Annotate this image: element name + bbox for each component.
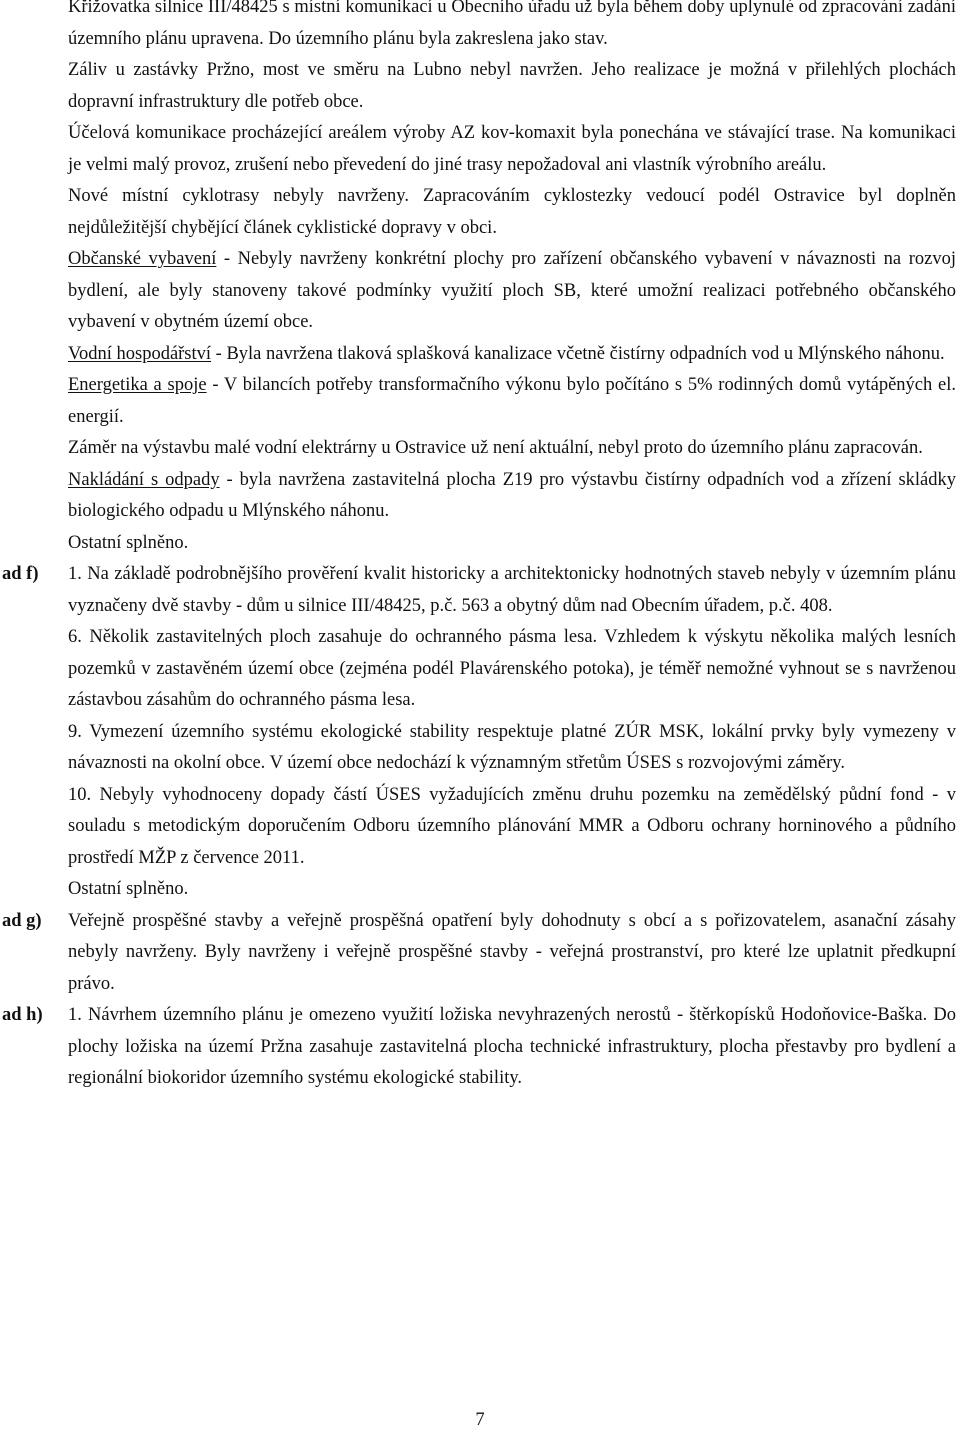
section-label-ad-f: ad f) [2,564,39,584]
text-civic-amenities: - Nebyly navrženy konkrétní plochy pro zařízení občanského vybavení v návaznosti na rozvoj bydlení, ale byly stanoveny takové podmínky využití ploch SB, které umožní realizaci potřebného občanského vybavení v obytném území obce. [68,249,956,332]
paragraph-intersection: Křižovatka silnice III/48425 s místní komunikací u Obecního úřadu už byla během doby uplynulé od zpracování zadání územního plánu upravena. Do územního plánu byla zakreslena jako stav. [68,0,956,49]
heading-water-management: Vodní hospodářství [68,343,212,364]
section-ad-h [0,1000,960,1095]
page-number: 7 [475,1410,485,1430]
paragraph-ad-f-6: 6. Několik zastavitelných ploch zasahuje do ochranného pásma lesa. Vzhledem k výskytu několika malých lesních pozemků v zastavěném území obce (zejména podél Plavárenského potoka), je téměř nemožné vyhnout se s navrženou zástavbou zásahům do ochranného pásma lesa. [68,627,956,710]
text-energy: - V bilancích potřeby transformačního výkonu bylo počítáno s 5% rodinných domů vytápěných el. energií. [68,375,956,427]
paragraph-civic-amenities [68,244,956,339]
paragraph-access-road: Účelová komunikace procházející areálem výroby AZ kov-komaxit byla ponechána ve stávající trase. Na komunikaci je velmi malý provoz, zrušení nebo převedení do jiné trasy nepožadoval ani vlastník výrobního areálu. [68,123,956,175]
text-water-management: - Byla navržena tlaková splašková kanalizace včetně čistírny odpadních vod u Mlýnského náhonu. [211,343,945,364]
paragraph-water-management [68,339,956,371]
paragraph-ad-h-1: 1. Návrhem územního plánu je omezeno využití ložiska nevyhrazených nerostů - štěrkopísků Hodoňovice-Baška. Do plochy ložiska na území Pržna zasahuje zastavitelná plocha technické infrastruktury, plocha přestavby pro bydlení a regionální biokoridor územního systému ekologické stability. [68,1005,956,1088]
paragraph-energy [68,370,956,433]
paragraph-hydro-plant: Záměr na výstavbu malé vodní elektrárny u Ostravice už není aktuální, nebyl proto do územního plánu zapracován. [68,438,923,458]
section-ad-f [0,559,960,906]
paragraph-ad-f-10: 10. Nebyly vyhodnoceny dopady částí ÚSES vyžadujících změnu druhu pozemku na zemědělský půdní fond - v souladu s metodickým doporučením Odboru územního plánování MMR a Odboru ochrany horninového a půdního prostředí MŽP z července 2011. [68,784,956,868]
heading-waste: Nakládání s odpady [68,469,220,490]
paragraph-waste [68,465,956,528]
paragraph-ad-f-1: 1. Na základě podrobnějšího prověření kvalit historicky a architektonicky hodnotných staveb nebyly v územním plánu vyznačeny dvě stavby - dům u silnice III/48425, p.č. 563 a obytný dům nad Obecním úřadem, p.č. 408. [68,564,956,616]
paragraph-ad-g-1: Veřejně prospěšné stavby a veřejně prospěšná opatření byly dohodnuty s obcí a s pořizovatelem, asanační zásahy nebyly navrženy. Byly navrženy i veřejně prospěšné stavby - veřejná prostranství, pro které lze uplatnit předkupní právo. [68,910,956,994]
paragraph-bus-bay: Záliv u zastávky Pržno, most ve směru na Lubno nebyl navržen. Jeho realizace je možná v přilehlých plochách dopravní infrastruktury dle potřeb obce. [68,60,956,112]
paragraph-cycle-routes: Nové místní cyklotrasy nebyly navrženy. Zapracováním cyklostezky vedoucí podél Ostravice byl doplněn nejdůležitější chybějící článek cyklistické dopravy v obci. [68,186,956,238]
section-ad-g [0,906,960,1001]
paragraph-ad-f-other: Ostatní splněno. [68,879,189,899]
paragraph-other-fulfilled: Ostatní splněno. [68,532,189,553]
section-label-ad-h: ad h) [2,1005,43,1025]
text-waste: - byla navržena zastavitelná plocha Z19 pro výstavbu čistírny odpadních vod a zřízení skládky biologického odpadu u Mlýnského náhonu. [68,469,956,521]
heading-civic-amenities: Občanské vybavení [68,249,217,269]
heading-energy: Energetika a spoje [68,375,207,395]
section-intro [0,0,960,559]
paragraph-ad-f-9: 9. Vymezení územního systému ekologické stability respektuje platné ZÚR MSK, lokální prvky byly vymezeny v návaznosti na okolní obce. V území obce nedochází k významným střetům ÚSES s rozvojovými záměry. [68,721,956,773]
section-label-ad-g: ad g) [2,910,42,931]
